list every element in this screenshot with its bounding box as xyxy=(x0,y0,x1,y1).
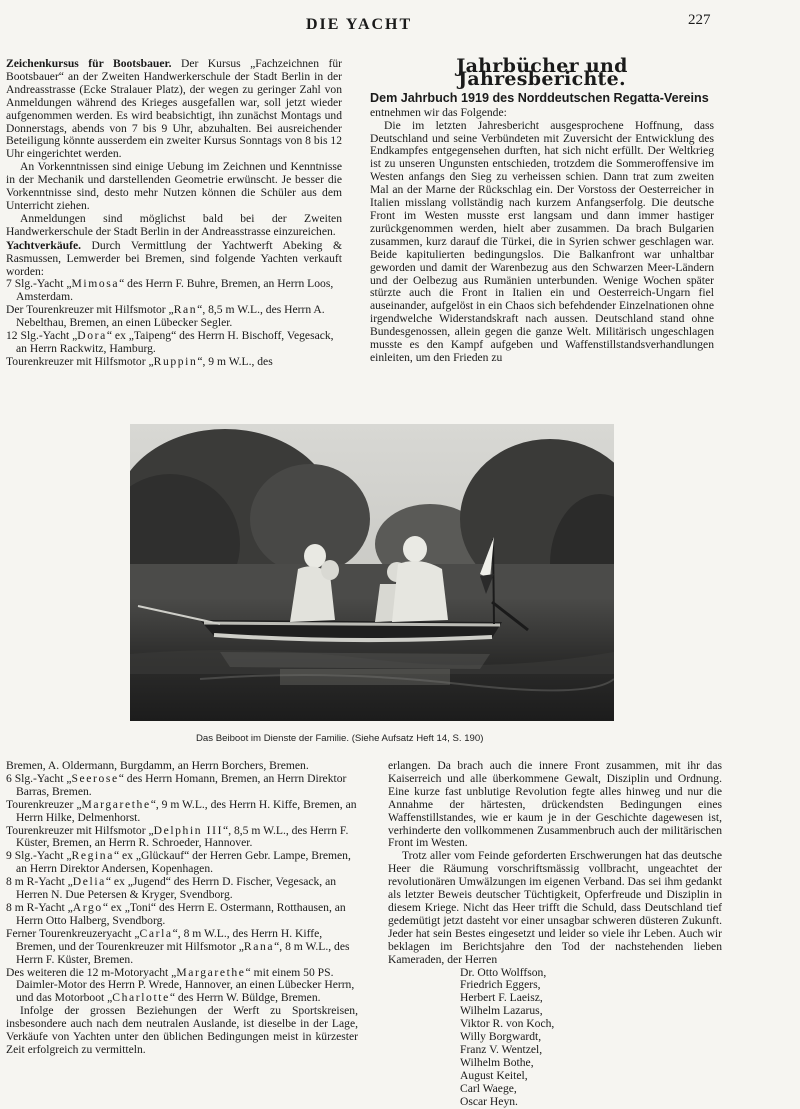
intro-line: entnehmen wir das Folgende: xyxy=(370,105,507,119)
page-number: 227 xyxy=(688,12,711,28)
sale-entry xyxy=(6,773,358,799)
yacht-name: Regina xyxy=(71,849,114,863)
photo-illustration xyxy=(130,424,614,721)
yacht-name: Mimosa xyxy=(71,277,120,291)
yacht-name: Margarethe xyxy=(176,965,246,979)
column-bottom-left xyxy=(6,760,358,1057)
sale-text: “ mit einem 50 PS. Daimler-Motor des Herrn P. Wrede, Hannover, an einen Lübecker Herrn, und das Motorboot „ xyxy=(16,965,355,1005)
yacht-name: Seerose xyxy=(71,771,119,785)
photo-caption: Das Beiboot im Dienste der Familie. (Siehe Aufsatz Heft 14, S. 190) xyxy=(196,733,484,744)
sale-entry xyxy=(6,850,358,876)
heading-zeichenkursus: Zeichenkursus für Bootsbauer. xyxy=(6,57,172,70)
sale-entry xyxy=(6,356,342,369)
yacht-name: Carla xyxy=(139,926,173,940)
sale-continuation: Bremen, A. Oldermann, Burgdamm, an Herrn Borchers, Bremen. xyxy=(6,759,309,772)
sale-text: Tourenkreuzer mit Hilfsmotor „ xyxy=(6,354,154,368)
sale-text: “ ex „Taipeng“ des Herrn H. Bischoff, Vegesack, an Herrn Rackwitz, Hamburg. xyxy=(16,329,334,355)
paragraph-revolution: erlangen. Da brach auch die innere Front zusammen, mit ihr das Kaiserreich und alle überkommene Gewalt, Disziplin und Ordnung. Eine kurze fast unblutige Revolution fegte alles hinweg und nur die Annahme der härtesten, drückendsten Bedingungen eines Waffenstillstandes, wie er kaum je in der Geschichte dagewesen ist, verhinderte den vollkommenen Zusammenbruch auch der militärischen Front im Westen. xyxy=(388,759,722,850)
sale-entry xyxy=(6,278,342,304)
sale-entry xyxy=(6,928,358,967)
sale-text: “, 9 m W.L., des Herrn H. Kiffe, Bremen, an Herrn Hilke, Delmenhorst. xyxy=(16,797,357,824)
column-top-right xyxy=(370,55,714,365)
paragraph-werft: Infolge der grossen Beziehungen der Werft zu Sportskreisen, insbesondere auch nach dem neutralen Auslande, ist dieselbe in der Lage, Verkäufe von Yachten unter den üblichen Bedingungen meist in kürzester Zeit erfolgreich zu vermitteln. xyxy=(6,1004,358,1056)
yacht-name: Delia xyxy=(72,875,106,889)
sale-text: “, 8,5 m W.L., des Herrn A. Nebelthau, Bremen, an einen Lübecker Segler. xyxy=(16,303,325,330)
yacht-name: Argo xyxy=(72,900,103,914)
yacht-name: Ran xyxy=(173,303,198,317)
memorial-name: Herbert F. Laeisz, xyxy=(460,991,543,1005)
sale-text: Des weiteren die 12 m-Motoryacht „ xyxy=(6,965,177,979)
sale-entry xyxy=(6,876,358,902)
sale-text: “, 8 m W.L., des Herrn F. Küster, Bremen. xyxy=(16,939,350,966)
paragraph-anmeldungen: Anmeldungen sind möglichst bald bei der Zweiten Handwerkerschule der Stadt Berlin in der Andreasstrasse einzureichen. xyxy=(6,211,342,238)
memorial-name: Carl Waege, xyxy=(460,1081,517,1095)
memorial-name: Franz V. Wentzel, xyxy=(460,1042,543,1056)
sale-entry xyxy=(6,799,358,825)
sale-text: 6 Slg.-Yacht „ xyxy=(6,771,72,785)
sale-entry xyxy=(6,330,342,356)
sale-text: Tourenkreuzer mit Hilfsmotor „ xyxy=(6,823,154,837)
sale-text: Ferner Tourenkreuzeryacht „ xyxy=(6,926,140,940)
paragraph-heer: Trotz aller vom Feinde geforderten Erschwerungen hat das deutsche Heer die Räumung vorschriftsmässig vollbracht, ungeachtet der revolutionären Umwälzungen im eigenen Verband. Das sei ihm gedankt als letzter Beweis deutscher Tüchtigkeit, Opferfreude und Disziplin in diesem Kriege. Nicht das Heer trifft die Schuld, dass Deutschland tief gedemütigt jetzt dasteht vor einer unsagbar schweren düsteren Zukunft. Jeder hat sein Bestes eingesetzt und leider so viele ihr Leben. Auch wir beklagen im Berichtsjahre den Tod der nachstehenden lieben Kameraden, der Herren xyxy=(388,849,722,966)
section-title: Jahrbücher und Jahresberichte. xyxy=(456,55,628,90)
sale-text: “ ex „Jugend“ des Herrn D. Fischer, Vegesack, an Herren N. Due Petersen & Kryger, Svendborg. xyxy=(16,875,337,902)
sale-text: “ des Herrn Homann, Bremen, an Herrn Direktor Barras, Bremen. xyxy=(16,771,347,798)
memorial-name: Oscar Heyn. xyxy=(460,1094,518,1108)
memorial-names-list xyxy=(460,967,722,1109)
photo-rowboat-family xyxy=(130,424,614,721)
running-head: DIE YACHT xyxy=(306,16,413,33)
sale-text: “, 9 m W.L., des xyxy=(197,354,273,368)
sale-text: “ ex „Glückauf“ der Herren Gebr. Lampe, Bremen, an Herrn Direktor Andersen, Kopenhagen. xyxy=(16,849,351,876)
sale-text: 8 m R-Yacht „ xyxy=(6,900,73,914)
sale-entry xyxy=(6,967,358,1006)
sale-text: Tourenkreuzer „ xyxy=(6,797,82,811)
sale-entry xyxy=(6,825,358,851)
paragraph-jahresbericht: Die im letzten Jahresbericht ausgesprochene Hoffnung, dass Deutschland und seine Verbündeten mit Zuversicht der Entwicklung des Endkampfes entgegensehen durften, hat sich nicht erfüllt. Der Weltkrieg ist zu unseren Ungunsten entschieden, trotzdem die Sommeroffensive im Westen anfangs den Sieg zu verheissen schien. Dann trat zum zweiten Mal an der Marne der Rückschlag ein. Der Vorstoss der Oesterreicher in Italien misslang vollständig nach kurzem Anfangserfolg. Die deutsche Front im Westen musste erst langsam und dann immer hastiger zurückgenommen werden, hielt aber zusammen. Da brach Bulgarien zusammen, kurz darauf die Türkei, die in Syrien schwer geschlagen war. Beide kapitulierten bedingungslos. Die Balkanfront war unhaltbar geworden und damit der Warenbezug aus den Schwarzen Meer-Ländern und der Oelbezug aus Rumänien unterbunden. Wenige Wochen später stürzte auch die Front in Italien ein und Oesterreich-Ungarn fiel auseinander, aufgelöst in ein Chaos sich befehdender Einzelnationen ohne irgendwelche Widerstandskraft nach aussen. Deutschland stand ohne Bundesgenossen, allein gegen die ganze Welt. Militärisch ungeschlagen musste es den Kampf aufgeben und Waffenstillstandsverhandlungen einleiten, um den Frieden zu xyxy=(370,118,714,364)
column-bottom-right xyxy=(388,760,722,1108)
sale-text: Der Tourenkreuzer mit Hilfsmotor „ xyxy=(6,303,174,317)
memorial-name: Wilhelm Lazarus, xyxy=(460,1004,543,1018)
heading-yachtverkaeufe: Yachtverkäufe. xyxy=(6,238,82,252)
memorial-name: Viktor R. von Koch, xyxy=(460,1017,555,1031)
sale-text: 9 Slg.-Yacht „ xyxy=(6,849,72,863)
sale-text: 12 Slg.-Yacht „ xyxy=(6,329,78,343)
paragraph-zeichenkursus xyxy=(6,58,342,161)
sale-text: “ ex „Toni“ des Herrn E. Ostermann, Rotthausen, an Herrn Otto Halberg, Svendborg. xyxy=(16,900,346,927)
yacht-name: Charlotte xyxy=(112,991,170,1005)
sale-text: “, 8 m W.L., des Herrn H. Kiffe, Bremen, und der Tourenkreuzer mit Hilfsmotor „ xyxy=(16,926,323,953)
memorial-name: Friedrich Eggers, xyxy=(460,978,541,992)
paragraph-yachtverkaeufe xyxy=(6,240,342,279)
sale-text: 8 m R-Yacht „ xyxy=(6,875,73,889)
sale-text: “ des Herrn W. Büldge, Bremen. xyxy=(169,991,321,1005)
memorial-name: Willy Borgwardt, xyxy=(460,1030,542,1044)
memorial-name: August Keitel, xyxy=(460,1068,528,1082)
yacht-name: Dora xyxy=(77,329,107,343)
yacht-name: Margarethe xyxy=(81,797,151,811)
yacht-name: Rana xyxy=(243,939,275,953)
sale-text: “ des Herrn F. Buhre, Bremen, an Herrn Loos, Amsterdam. xyxy=(16,277,334,304)
text-yachtverkaeufe: Durch Vermittlung der Yachtwerft Abeking & Rasmussen, Lemwerder bei Bremen, sind folgende Yachten verkauft worden: xyxy=(6,238,342,278)
yacht-name: Delphin III xyxy=(153,823,224,837)
yacht-name: Ruppin xyxy=(153,354,198,368)
sale-text: “, 8,5 m W.L., des Herrn F. Küster, Bremen, an Herrn R. Schroeder, Hannover. xyxy=(16,823,349,850)
sale-entry xyxy=(6,902,358,928)
sale-entry xyxy=(6,304,342,330)
paragraph-vorkenntnisse: An Vorkenntnissen sind einige Uebung im Zeichnen und Kenntnisse in der Mechanik und darstellenden Geometrie erwünscht. Je besser die Vorkenntnisse sind, desto mehr Nutzen können die Schüler aus dem Unterricht ziehen. xyxy=(6,160,342,212)
memorial-name: Wilhelm Bothe, xyxy=(460,1055,534,1069)
text-zeichenkursus: Der Kursus „Fachzeichnen für Bootsbauer“ an der Zweiten Handwerkerschule der Stadt Berlin in der Andreasstrasse (Ecke Stralauer Platz), der wegen zu geringer Zahl von Anmeldungen während des Krieges ausgefallen war, soll jetzt wieder aufgenommen werden. Es wird beabsichtigt, ihn zunächst Montags und Donnerstags, abends von 7 bis 9 Uhr, abzuhalten. Bei ausreichender Beteiligung könnte ausserdem ein zweiter Kursus Sonntags von 8 bis 12 Uhr eingerichtet werden. xyxy=(6,57,342,161)
sale-text: 7 Slg.-Yacht „ xyxy=(6,277,72,291)
section-subtitle: Dem Jahrbuch 1919 des Norddeutschen Regatta-Vereins xyxy=(370,90,709,105)
column-top-left xyxy=(6,58,342,369)
memorial-name: Dr. Otto Wolffson, xyxy=(460,965,547,979)
